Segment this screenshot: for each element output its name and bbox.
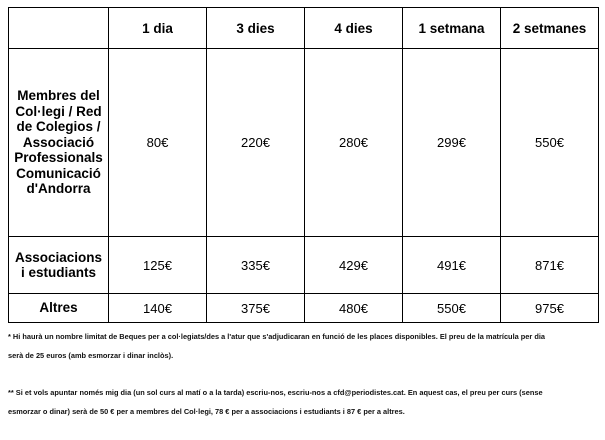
footnote-beques <box>8 327 600 365</box>
footnote-line: serà de 25 euros (amb esmorzar i dinar inclòs). <box>8 351 174 360</box>
col-header-1-setmana: 1 setmana <box>403 8 501 49</box>
col-header-2-setmanes: 2 setmanes <box>501 8 599 49</box>
price-cell: 975€ <box>501 294 599 323</box>
row-label-line: Comunicació <box>16 165 101 181</box>
price-cell: 280€ <box>305 49 403 237</box>
price-cell: 299€ <box>403 49 501 237</box>
table-row <box>9 237 599 294</box>
row-header-membres <box>9 49 109 237</box>
col-header-1-dia: 1 dia <box>109 8 207 49</box>
row-header-associacions <box>9 237 109 294</box>
price-cell: 550€ <box>501 49 599 237</box>
header-row <box>9 8 599 49</box>
price-cell: 550€ <box>403 294 501 323</box>
table-row <box>9 294 599 323</box>
row-label-line: Col·legi / Red <box>15 103 102 119</box>
row-label-line: d'Andorra <box>26 181 91 197</box>
col-header-3-dies: 3 dies <box>207 8 305 49</box>
price-cell: 140€ <box>109 294 207 323</box>
row-header-altres <box>9 294 109 323</box>
price-cell: 335€ <box>207 237 305 294</box>
price-cell: 125€ <box>109 237 207 294</box>
price-cell: 491€ <box>403 237 501 294</box>
row-label-line: Professionals <box>14 150 103 166</box>
price-cell: 480€ <box>305 294 403 323</box>
price-cell: 429€ <box>305 237 403 294</box>
price-cell: 220€ <box>207 49 305 237</box>
price-cell: 871€ <box>501 237 599 294</box>
price-cell: 375€ <box>207 294 305 323</box>
row-label-line: Associacions <box>14 249 103 265</box>
footnote-line: ** Si et vols apuntar només mig dia (un sol curs al matí o a la tarda) escriu-nos, escriu-nos a cfd@periodistes.cat. En aquest cas, el preu per curs (sense <box>8 388 543 397</box>
row-label-line: i estudiants <box>20 265 96 280</box>
corner-cell <box>9 8 109 49</box>
footnote-mig-dia <box>8 383 600 421</box>
row-label-line: Altres <box>39 300 78 316</box>
footnote-line: esmorzar o dinar) serà de 50 € per a membres del Col·legi, 78 € per a associacions i estudiants i 87 € per a altres. <box>8 407 405 416</box>
row-label-line: Membres del <box>17 88 100 104</box>
footnote-line: * Hi haurà un nombre limitat de Beques per a col·legiats/des a l'atur que s'adjudicaran en funció de les places disponibles. El preu de la matrícula per dia <box>8 332 546 341</box>
table-row <box>9 49 599 237</box>
row-label-line: de Colegios / <box>16 119 101 135</box>
price-cell: 80€ <box>109 49 207 237</box>
row-label-line: Associació <box>22 134 95 150</box>
price-table <box>8 7 599 323</box>
col-header-4-dies: 4 dies <box>305 8 403 49</box>
